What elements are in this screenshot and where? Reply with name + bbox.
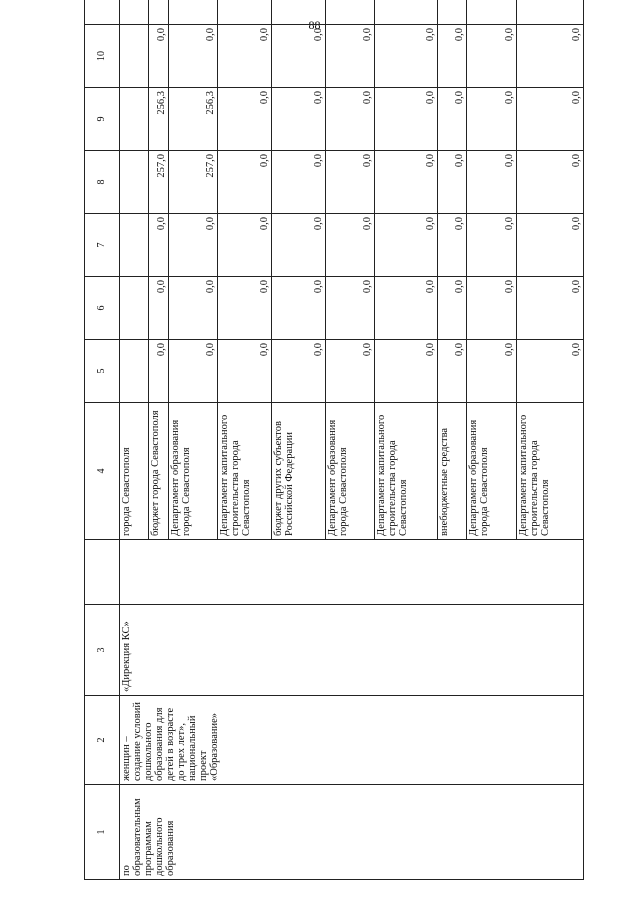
value-cell-6: 0,0	[516, 277, 583, 340]
header-cell-4: 4	[85, 403, 120, 540]
value-cell-10: 0,0	[272, 25, 326, 88]
value-cell-8: 0,0	[438, 151, 467, 214]
value-cell-8: 0,0	[375, 151, 438, 214]
value-cell-11	[516, 0, 583, 25]
value-cell-8: 257,0	[169, 151, 218, 214]
header-cell-8: 8	[85, 151, 120, 214]
value-cell-6: 0,0	[272, 277, 326, 340]
header-cell-3: 3	[85, 605, 120, 696]
value-cell-9: 0,0	[467, 88, 516, 151]
funding-source-label: Департамент капитального строительства города Севастополя	[218, 403, 272, 540]
value-cell-6: 0,0	[438, 277, 467, 340]
value-cell-11	[169, 0, 218, 25]
measure-description-cell: женщин – создание условий дошкольного образования для детей в возрасте до трех лет», национальный проект «Образование»	[119, 696, 583, 785]
value-cell-6: 0,0	[467, 277, 516, 340]
value-cell-8: 257,0	[148, 151, 168, 214]
header-cell-5: 5	[85, 340, 120, 403]
funding-source-label: Департамент образования города Севастополя	[169, 403, 218, 540]
header-cell-1: 1	[85, 785, 120, 880]
value-cell-7: 0,0	[375, 214, 438, 277]
value-cell-5: 0,0	[516, 340, 583, 403]
value-cell-10: 0,0	[148, 25, 168, 88]
value-cell-9: 256,3	[148, 88, 168, 151]
value-cell-10: 0,0	[375, 25, 438, 88]
value-cell-9: 0,0	[438, 88, 467, 151]
header-row	[85, 0, 120, 880]
value-cell-8: 0,0	[272, 151, 326, 214]
value-cell-7: 0,0	[516, 214, 583, 277]
value-cell-6	[119, 277, 148, 340]
header-cell-10: 10	[85, 25, 120, 88]
value-cell-5: 0,0	[272, 340, 326, 403]
value-cell-8: 0,0	[326, 151, 375, 214]
program-name-cell: по образовательным программам дошкольного образования	[119, 785, 583, 880]
funding-source-label: Департамент образования города Севастополя	[467, 403, 516, 540]
value-cell-6: 0,0	[375, 277, 438, 340]
value-cell-9: 0,0	[326, 88, 375, 151]
value-cell-5	[119, 340, 148, 403]
header-cell-2: 2	[85, 696, 120, 785]
value-cell-8	[119, 151, 148, 214]
table-body	[119, 0, 583, 880]
rotated-table-wrapper	[84, 28, 584, 880]
value-cell-9: 0,0	[516, 88, 583, 151]
value-cell-9: 0,0	[375, 88, 438, 151]
value-cell-5: 0,0	[375, 340, 438, 403]
value-cell-8: 0,0	[516, 151, 583, 214]
value-cell-11	[326, 0, 375, 25]
header-cell-6: 6	[85, 277, 120, 340]
value-cell-6: 0,0	[326, 277, 375, 340]
value-cell-5: 0,0	[169, 340, 218, 403]
value-cell-7	[119, 214, 148, 277]
value-cell-7: 0,0	[438, 214, 467, 277]
value-cell-10	[119, 25, 148, 88]
value-cell-10: 0,0	[326, 25, 375, 88]
value-cell-7: 0,0	[467, 214, 516, 277]
value-cell-11	[438, 0, 467, 25]
value-cell-10: 0,0	[169, 25, 218, 88]
value-cell-7: 0,0	[148, 214, 168, 277]
value-cell-9: 256,3	[169, 88, 218, 151]
budget-table	[84, 0, 584, 880]
value-cell-11	[119, 0, 148, 25]
value-cell-7: 0,0	[326, 214, 375, 277]
value-cell-11	[467, 0, 516, 25]
funding-source-label: внебюджетные средства	[438, 403, 467, 540]
value-cell-7: 0,0	[272, 214, 326, 277]
funding-source-label: бюджет города Севастополя	[148, 403, 168, 540]
value-cell-5: 0,0	[218, 340, 272, 403]
header-cell-3b	[85, 540, 120, 605]
value-cell-11	[272, 0, 326, 25]
value-cell-7: 0,0	[218, 214, 272, 277]
value-cell-10: 0,0	[218, 25, 272, 88]
funding-source-label: Департамент капитального строительства города Севастополя	[375, 403, 438, 540]
value-cell-6: 0,0	[169, 277, 218, 340]
value-cell-5: 0,0	[438, 340, 467, 403]
value-cell-10: 0,0	[516, 25, 583, 88]
empty-cell	[119, 540, 583, 605]
value-cell-6: 0,0	[148, 277, 168, 340]
value-cell-9: 0,0	[218, 88, 272, 151]
value-cell-6: 0,0	[218, 277, 272, 340]
value-cell-5: 0,0	[148, 340, 168, 403]
funding-source-label: бюджет других субъектов Российской Федерации	[272, 403, 326, 540]
value-cell-9	[119, 88, 148, 151]
funding-source-label: города Севастополя	[119, 403, 148, 540]
value-cell-8: 0,0	[218, 151, 272, 214]
value-cell-9: 0,0	[272, 88, 326, 151]
value-cell-5: 0,0	[467, 340, 516, 403]
funding-source-label: Департамент образования города Севастополя	[326, 403, 375, 540]
header-cell-7: 7	[85, 214, 120, 277]
value-cell-11	[218, 0, 272, 25]
table-row	[119, 0, 148, 880]
value-cell-11	[375, 0, 438, 25]
header-cell-9: 9	[85, 88, 120, 151]
page-number: 88	[308, 18, 321, 32]
value-cell-10: 0,0	[467, 25, 516, 88]
funding-source-label: Департамент капитального строительства города Севастополя	[516, 403, 583, 540]
value-cell-5: 0,0	[326, 340, 375, 403]
value-cell-11	[148, 0, 168, 25]
executor-cell: «Дирекция КС»	[119, 605, 583, 696]
value-cell-7: 0,0	[169, 214, 218, 277]
value-cell-8: 0,0	[467, 151, 516, 214]
value-cell-10: 0,0	[438, 25, 467, 88]
header-cell-11	[85, 0, 120, 25]
